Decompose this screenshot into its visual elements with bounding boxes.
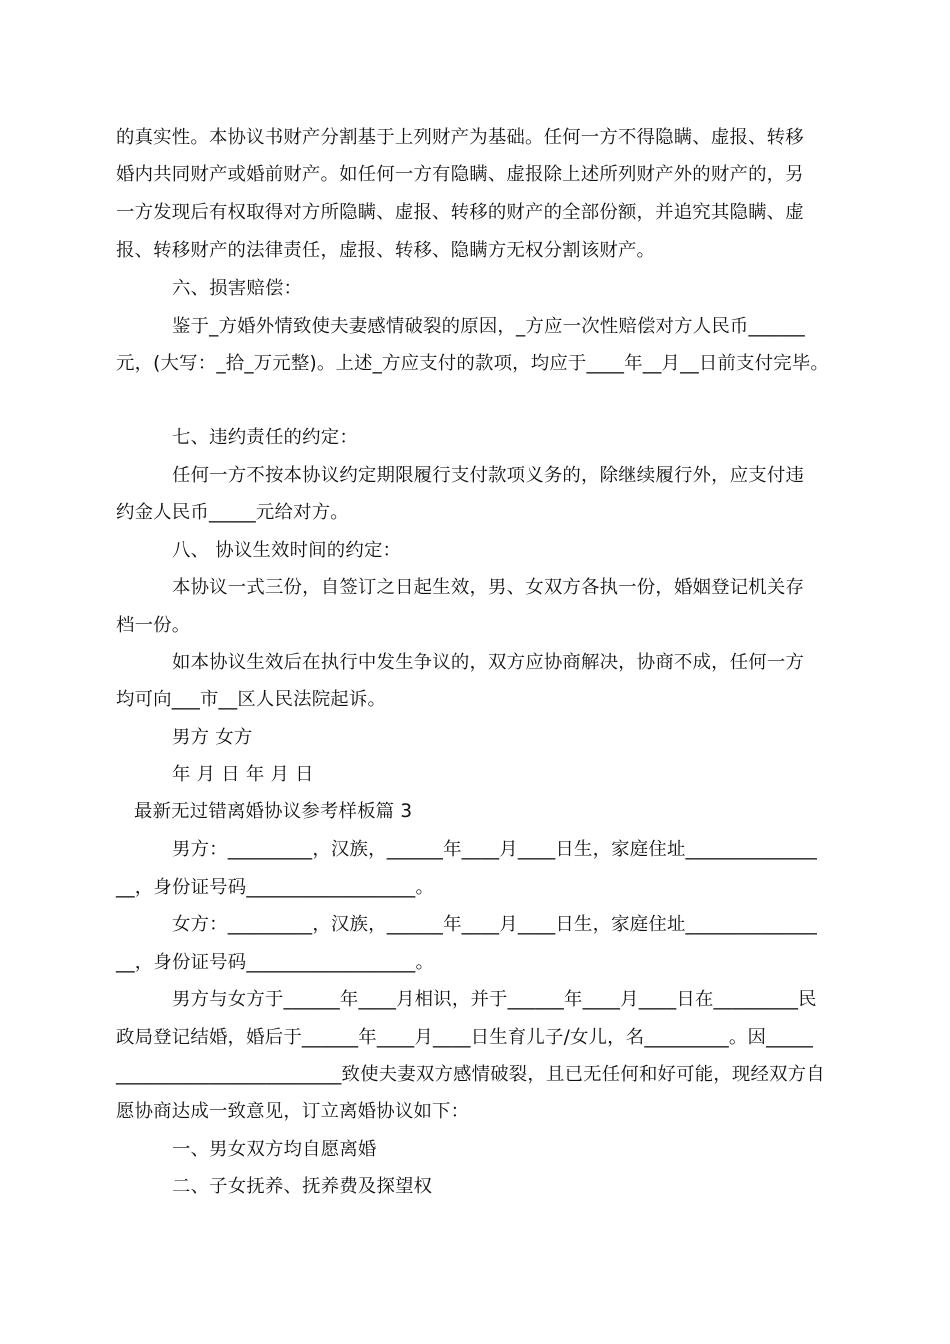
body-text-line: 约金人民币_____元给对方。 <box>116 502 349 523</box>
body-text-line: 女方：_________，汉族，______年____月____日生，家庭住址______________ <box>172 914 818 935</box>
body-text-line: 男方与女方于______年____月相识，并于______年____月____日在_________民 <box>172 989 817 1010</box>
body-text-line: 的真实性。本协议书财产分割基于上列财产为基础。任何一方不得隐瞒、虚报、转移 <box>116 127 804 148</box>
body-text-line: 男方：_________，汉族，______年____月____日生，家庭住址______________ <box>172 839 818 860</box>
body-text-line: __，身份证号码__________________。 <box>116 877 435 898</box>
body-text-line: 任何一方不按本协议约定期限履行支付款项义务的，除继续履行外，应支付违 <box>172 465 805 486</box>
body-text-line: 报、转移财产的法律责任，虚报、转移、隐瞒方无权分割该财产。 <box>116 240 656 261</box>
body-text-line: 婚内共同财产或婚前财产。如任何一方有隐瞒、虚报除上述所列财产外的财产的，另 <box>116 164 804 185</box>
date-line: 年 月 日 年 月 日 <box>172 764 314 785</box>
body-text-line: __，身份证号码__________________。 <box>116 952 435 973</box>
section-heading: 六、损害赔偿： <box>172 278 303 299</box>
body-text-line: 如本协议生效后在执行中发生争议的，双方应协商解决，协商不成，任何一方 <box>172 652 805 673</box>
body-text-line: 均可向___市__区人民法院起诉。 <box>116 689 387 710</box>
section-heading: 七、违约责任的约定： <box>172 427 358 448</box>
body-text-line: 鉴于_方婚外情致使夫妻感情破裂的原因，_方应一次性赔偿对方人民币______ <box>172 316 805 337</box>
section-heading: 二、子女抚养、抚养费及探望权 <box>172 1176 433 1197</box>
body-text-line: 政局登记结婚，婚后于______年____月____日生育儿子/女儿，名_________。因_____ <box>116 1027 814 1048</box>
body-text-line: ________________________致使夫妻双方感情破裂，且已无任何和好可能，现经双方自 <box>116 1064 825 1085</box>
body-text-line: 一方发现后有权取得对方所隐瞒、虚报、转移的财产的全部份额，并追究其隐瞒、虚 <box>116 202 804 223</box>
section-title: 最新无过错离婚协议参考样板篇 3 <box>134 801 413 822</box>
body-text-line: 档一份。 <box>116 615 191 636</box>
body-text-line: 愿协商达成一致意见，订立离婚协议如下： <box>116 1101 470 1122</box>
section-heading: 一、男女双方均自愿离婚 <box>172 1139 377 1160</box>
section-heading: 八、 协议生效时间的约定： <box>172 540 402 561</box>
signature-line: 男方 女方 <box>172 727 253 748</box>
body-text-line: 本协议一式三份，自签订之日起生效，男、女双方各执一份，婚姻登记机关存 <box>172 577 805 598</box>
body-text-line: 元，(大写：_拾_万元整)。上述_方应支付的款项，均应于____年__月__日前支付完毕。 <box>116 353 829 374</box>
